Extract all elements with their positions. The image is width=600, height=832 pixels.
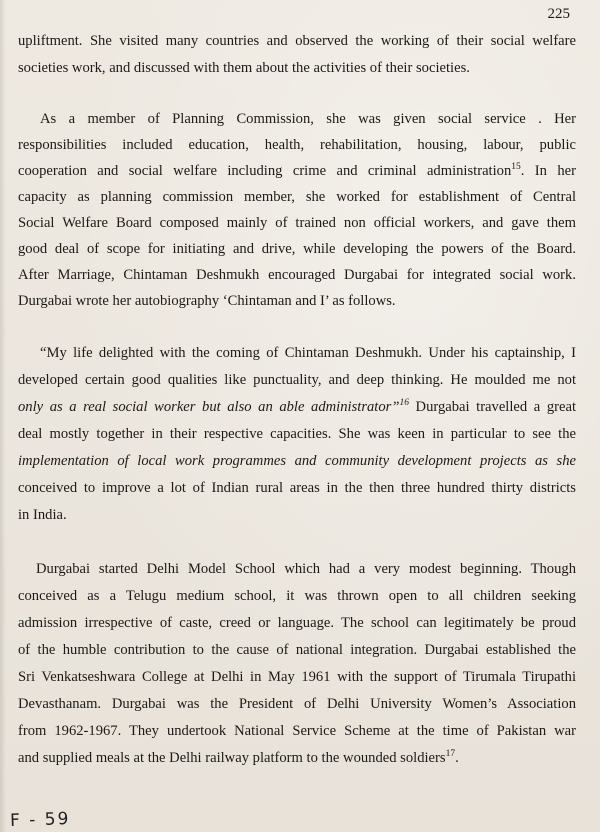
footnote-marker: 15: [511, 162, 521, 173]
text-line: Sri Venkatseshwara College at Delhi in May 1961 with the support of Tirumala Tirupathi: [18, 669, 576, 685]
handwritten-margin-note: F - 59: [9, 808, 71, 832]
italic-text: only as a real social worker but also an able administrator”: [18, 399, 400, 415]
text-span: and supplied meals at the Delhi railway platform to the wounded soldiers: [18, 750, 446, 766]
text-line: Devasthanam. Durgabai was the President of Delhi University Women’s Association: [18, 696, 576, 712]
italic-text: implementation of local work programmes and community development projects as she: [18, 453, 576, 469]
italic-text: 16: [399, 398, 409, 409]
text-span: .: [455, 750, 459, 766]
text-line: admission irrespective of caste, creed or language. The school can legitimately be proud: [18, 615, 576, 631]
page-edge-shadow: [0, 0, 6, 832]
text-line: [18, 164, 576, 179]
text-line: capacity as planning commission member, she worked for establishment of Central: [18, 189, 576, 205]
text-line: deal mostly together in their respective capacities. She was keen in particular to see the: [18, 426, 576, 442]
page-number: 225: [547, 6, 570, 22]
text-line: [18, 751, 600, 766]
text-line: developed certain good qualities like punctuality, and deep thinking. He moulded me not: [18, 372, 576, 388]
text-line: [18, 400, 576, 415]
text-line: in India.: [18, 507, 67, 523]
text-span: Durgabai travelled a great: [408, 399, 576, 415]
text-line: Social Welfare Board composed mainly of trained non official workers, and gave them: [18, 215, 576, 231]
text-line: conceived as a Telugu medium school, it was thrown open to all children seeking: [18, 588, 576, 604]
text-line: good deal of scope for initiating and drive, while developing the powers of the Board.: [18, 241, 576, 257]
text-line: As a member of Planning Commission, she was given social service . Her: [40, 111, 576, 127]
text-line: of the humble contribution to the cause of national integration. Durgabai established the: [18, 642, 576, 658]
text-line: conceived to improve a lot of Indian rural areas in the then three hundred thirty districts: [18, 480, 576, 496]
text-line: societies work, and discussed with them about the activities of their societies.: [18, 60, 470, 76]
text-line: Durgabai started Delhi Model School which had a very modest beginning. Though: [36, 561, 576, 577]
footnote-marker: [399, 398, 409, 408]
text-span: cooperation and social welfare including crime and criminal administration: [18, 163, 512, 179]
text-span: . In her: [520, 163, 576, 179]
text-line: “My life delighted with the coming of Chintaman Deshmukh. Under his captainship, I: [40, 345, 576, 361]
text-line: Durgabai wrote her autobiography ‘Chintaman and I’ as follows.: [18, 293, 396, 309]
text-line: [18, 454, 576, 469]
text-line: After Marriage, Chintaman Deshmukh encouraged Durgabai for integrated social work.: [18, 267, 576, 283]
text-line: from 1962-1967. They undertook National Service Scheme at the time of Pakistan war: [18, 723, 576, 739]
text-line: responsibilities included education, health, rehabilitation, housing, labour, public: [18, 137, 576, 153]
footnote-marker: 17: [445, 749, 456, 760]
text-line: upliftment. She visited many countries and observed the working of their social welfare: [18, 33, 576, 49]
